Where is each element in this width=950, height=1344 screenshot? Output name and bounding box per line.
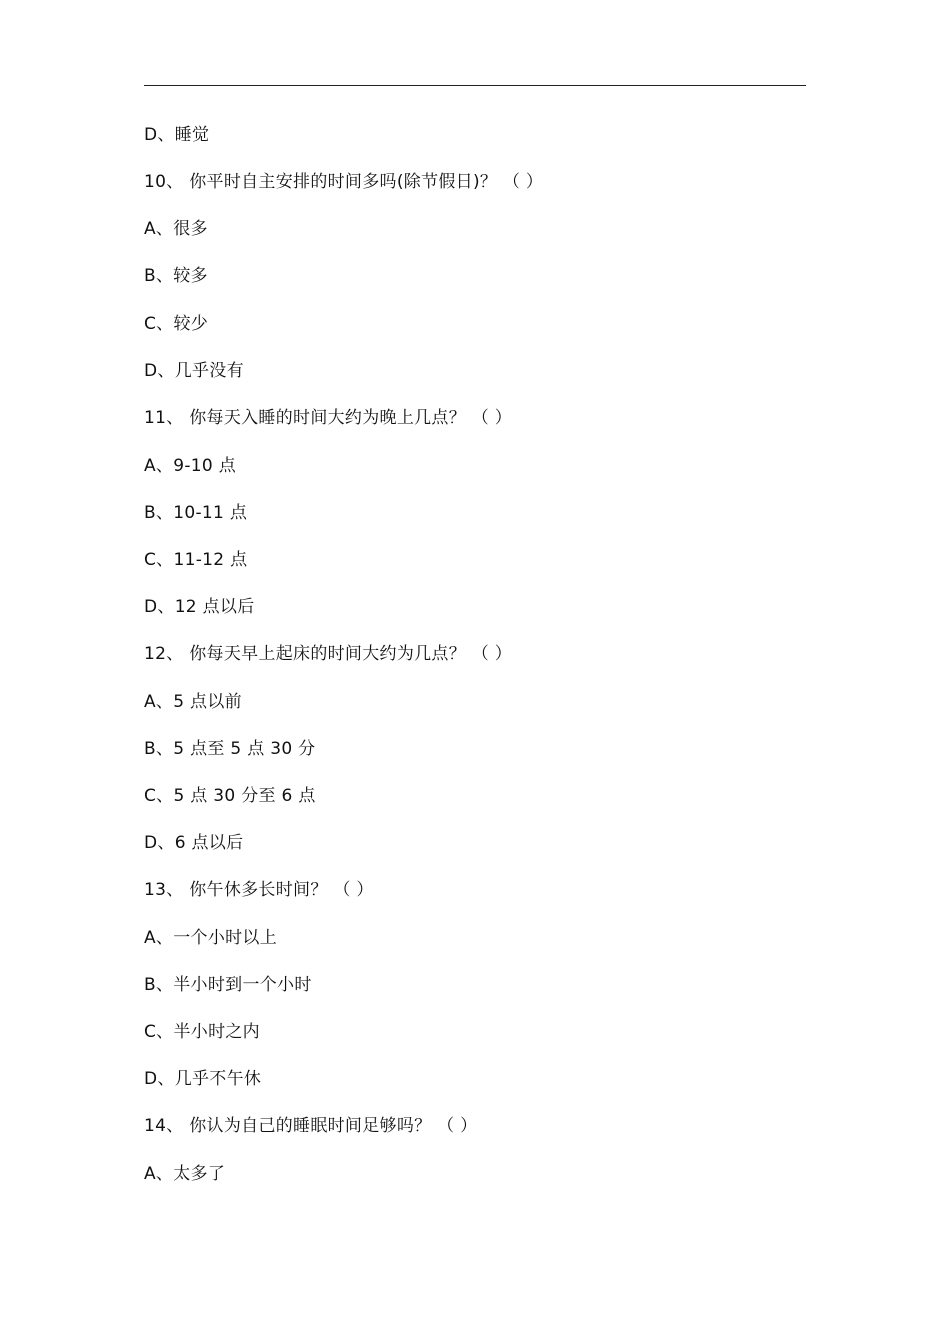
option-line: D、睡觉 xyxy=(144,125,210,145)
question-line: 10、 你平时自主安排的时间多吗(除节假日)？ （ ） xyxy=(144,172,544,192)
option-line: C、11-12 点 xyxy=(144,550,248,570)
option-line: B、较多 xyxy=(144,266,208,286)
option-line: D、12 点以后 xyxy=(144,597,255,617)
question-line: 11、 你每天入睡的时间大约为晚上几点？ （ ） xyxy=(144,408,513,428)
question-line: 14、 你认为自己的睡眠时间足够吗？ （ ） xyxy=(144,1116,478,1136)
header-rule xyxy=(144,85,806,86)
option-line: D、几乎不午休 xyxy=(144,1069,262,1089)
option-line: A、9-10 点 xyxy=(144,456,237,476)
question-line: 12、 你每天早上起床的时间大约为几点？ （ ） xyxy=(144,644,513,664)
option-line: C、5 点 30 分至 6 点 xyxy=(144,786,316,806)
option-line: B、半小时到一个小时 xyxy=(144,975,312,995)
option-line: B、5 点至 5 点 30 分 xyxy=(144,739,316,759)
option-line: A、5 点以前 xyxy=(144,692,242,712)
option-line: C、半小时之内 xyxy=(144,1022,260,1042)
option-line: D、几乎没有 xyxy=(144,361,244,381)
option-line: A、很多 xyxy=(144,219,208,239)
option-line: A、一个小时以上 xyxy=(144,928,278,948)
option-line: D、6 点以后 xyxy=(144,833,244,853)
option-line: A、太多了 xyxy=(144,1164,226,1184)
question-line: 13、 你午休多长时间？ （ ） xyxy=(144,880,374,900)
option-line: B、10-11 点 xyxy=(144,503,248,523)
option-line: C、较少 xyxy=(144,314,209,334)
